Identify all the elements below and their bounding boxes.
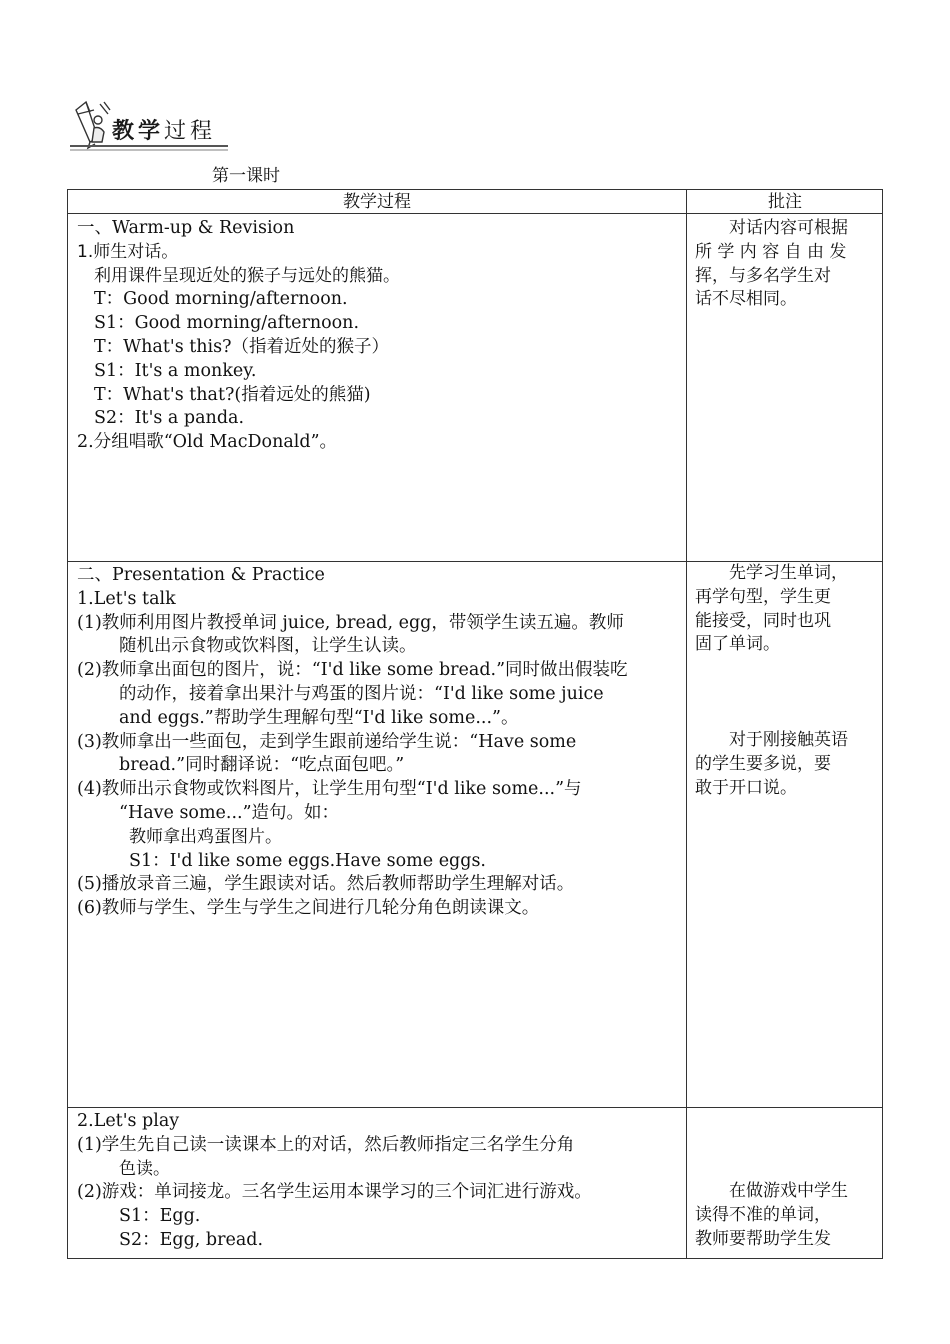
note-line: 教师要帮助学生发 — [695, 1228, 831, 1249]
section2-line: S1：I'd like some eggs.Have some eggs. — [129, 850, 486, 871]
column-header-notes: 批注 — [768, 192, 802, 212]
section1-line: S1：It's a monkey. — [94, 360, 257, 381]
section2-line: 的动作，接着拿出果汁与鸡蛋的图片说：“I'd like some juice — [119, 683, 604, 704]
section1-line: S1：Good morning/afternoon. — [94, 313, 360, 334]
note-line: 话不尽相同。 — [695, 289, 797, 310]
section3-line: (2)游戏：单词接龙。三名学生运用本课学习的三个词汇进行游戏。 — [77, 1182, 592, 1203]
section2-content — [77, 564, 628, 921]
note-line: 读得不准的单词， — [695, 1204, 831, 1225]
row-divider-2 — [68, 1107, 882, 1108]
column-header-process: 教学过程 — [343, 192, 411, 212]
section3-line: 色读。 — [119, 1158, 170, 1179]
section3-line: (1)学生先自己读一读课本上的对话，然后教师指定三名学生分角 — [77, 1134, 575, 1155]
note-line: 所 学 内 容 自 由 发 — [695, 241, 847, 262]
section1-line: S2：It's a panda. — [94, 408, 245, 429]
section2-line: 教师拿出鸡蛋图片。 — [129, 826, 282, 847]
section2-line: (5)播放录音三遍，学生跟读对话。然后教师帮助学生理解对话。 — [77, 874, 575, 895]
section2-line: (3)教师拿出一些面包，走到学生跟前递给学生说：“Have some — [77, 731, 577, 752]
section3-note — [695, 1180, 879, 1251]
section2-note-a — [695, 562, 879, 657]
section2-note-b — [695, 729, 879, 800]
section3-content — [77, 1110, 592, 1253]
section1-line: 利用课件呈现近处的猴子与远处的熊猫。 — [94, 265, 400, 286]
note-line: 再学句型，学生更 — [695, 586, 831, 607]
section-heading — [112, 114, 216, 145]
note-line: 对于刚接触英语 — [729, 730, 848, 750]
note-line: 对话内容可根据 — [729, 218, 848, 238]
session-title: 第一课时 — [212, 166, 280, 186]
section1-note — [695, 217, 879, 312]
section1-line: T：What's this?（指着近处的猴子） — [94, 336, 390, 357]
section3-line: 2.Let's play — [77, 1111, 180, 1131]
heading-bold: 教学 — [112, 119, 165, 144]
note-line: 挥，与多名学生对 — [695, 265, 831, 286]
section3-line: S2：Egg, bread. — [119, 1229, 264, 1250]
column-divider — [686, 190, 687, 1258]
section2-line: and eggs.”帮助学生理解句型“I'd like some...”。 — [119, 707, 519, 728]
section1-line: T：Good morning/afternoon. — [94, 289, 348, 310]
section1-line: 一、Warm-up & Revision — [77, 218, 295, 238]
section2-line: (1)教师利用图片教授单词 juice, bread, egg，带领学生读五遍。教师 — [77, 612, 624, 633]
lesson-table — [67, 189, 883, 1259]
section2-line: (2)教师拿出面包的图片，说：“I'd like some bread.”同时做出假装吃 — [77, 660, 628, 681]
section2-line: (6)教师与学生、学生与学生之间进行几轮分角色朗读课文。 — [77, 898, 540, 919]
section2-line: 随机出示食物或饮料图，让学生认读。 — [119, 636, 417, 657]
note-line: 敢于开口说。 — [695, 777, 797, 798]
note-line: 在做游戏中学生 — [729, 1181, 848, 1201]
section1-line: 2.分组唱歌“Old MacDonald”。 — [77, 432, 338, 453]
note-line: 固了单词。 — [695, 634, 780, 655]
section1-line: T：What's that?(指着远处的熊猫) — [94, 384, 371, 405]
section1-content — [77, 217, 400, 455]
note-line: 的学生要多说，要 — [695, 753, 831, 774]
note-line: 先学习生单词， — [729, 563, 848, 583]
section2-line: bread.”同时翻译说：“吃点面包吧。” — [119, 755, 405, 776]
heading-light: 过程 — [164, 119, 217, 144]
section3-line: S1：Egg. — [119, 1206, 201, 1227]
section2-line: 二、Presentation & Practice — [77, 565, 325, 585]
section2-line: (4)教师出示食物或饮料图片，让学生用句型“I'd like some...”与 — [77, 779, 582, 800]
header-row-divider — [68, 213, 882, 214]
section1-line: 1.师生对话。 — [77, 241, 179, 262]
note-line: 能接受，同时也巩 — [695, 610, 831, 631]
section2-line: 1.Let's talk — [77, 588, 176, 609]
section2-line: “Have some...”造句。如： — [119, 802, 340, 823]
